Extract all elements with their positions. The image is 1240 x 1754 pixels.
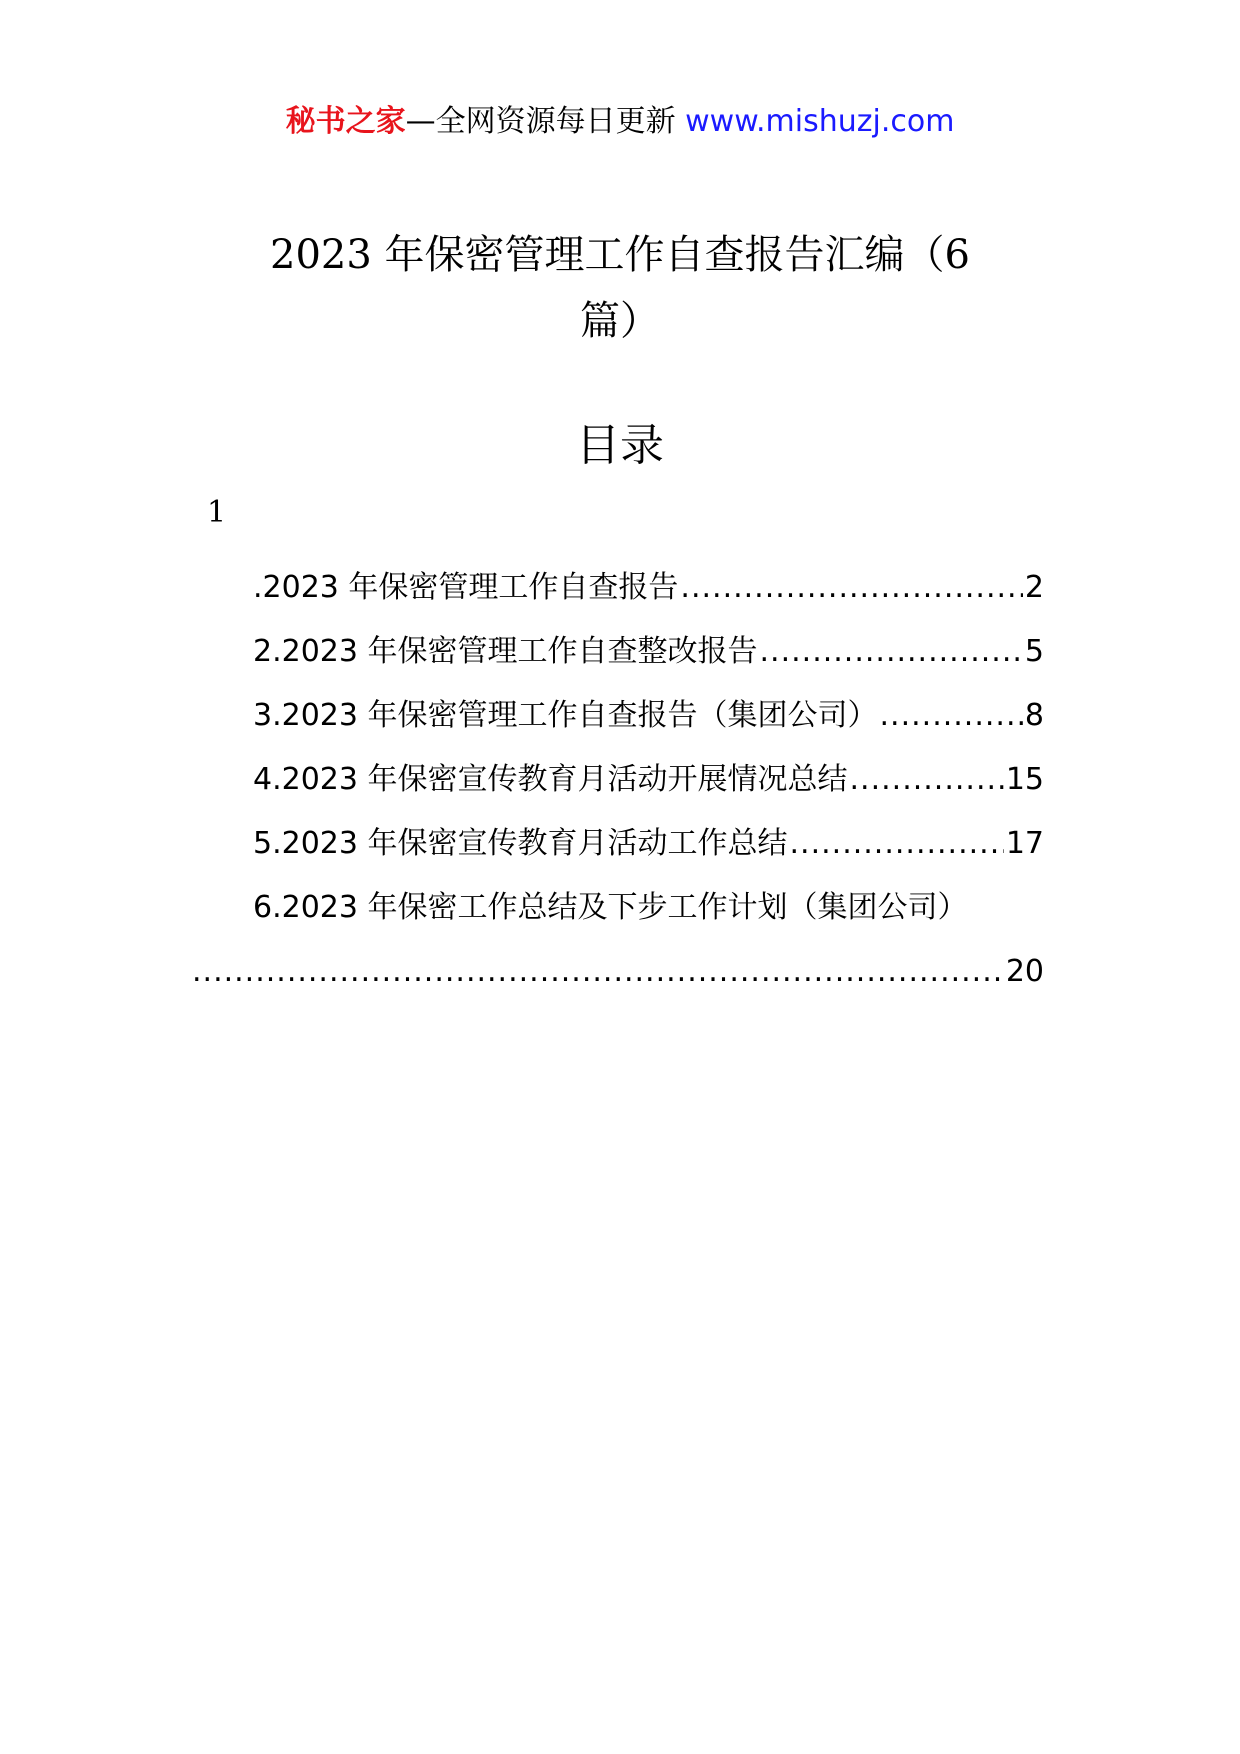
document-title bbox=[230, 222, 1010, 354]
header-tagline: —全网资源每日更新 bbox=[405, 104, 676, 139]
site-header bbox=[0, 102, 1240, 142]
toc-entry-title: 2.2023 年保密管理工作自查整改报告 bbox=[253, 634, 758, 669]
document-title-line-1: 2023 年保密管理工作自查报告汇编（6 bbox=[270, 232, 970, 278]
site-url-link[interactable]: www.mishuzj.com bbox=[685, 104, 955, 139]
toc-leader-dots bbox=[680, 556, 1022, 620]
toc-leader-dots bbox=[850, 748, 1004, 812]
toc-leader-dots bbox=[192, 940, 1004, 1004]
toc-entry-title: 5.2023 年保密宣传教育月活动工作总结 bbox=[253, 826, 788, 861]
toc-entry[interactable] bbox=[190, 684, 1044, 748]
toc-entry-page: 5 bbox=[1024, 634, 1044, 669]
toc-entry-page: 17 bbox=[1005, 826, 1044, 861]
toc-entry[interactable] bbox=[190, 876, 1044, 1004]
document-title-line-2: 篇） bbox=[580, 298, 660, 344]
toc-entry[interactable] bbox=[190, 620, 1044, 684]
toc-entry-title: 6.2023 年保密工作总结及下步工作计划（集团公司） bbox=[253, 890, 968, 925]
toc-leader-dots bbox=[790, 812, 1004, 876]
toc-entry[interactable] bbox=[190, 748, 1044, 812]
toc-stray-number: 1 bbox=[207, 495, 227, 530]
toc-entry-page: 15 bbox=[1005, 762, 1044, 797]
toc-entry-page: 8 bbox=[1024, 698, 1044, 733]
table-of-contents bbox=[190, 556, 1044, 1004]
toc-entry-page: 20 bbox=[1005, 954, 1044, 989]
toc-leader-dots bbox=[760, 620, 1023, 684]
toc-entry-title: .2023 年保密管理工作自查报告 bbox=[253, 570, 679, 605]
toc-leader-dots bbox=[880, 684, 1023, 748]
toc-entry-title: 3.2023 年保密管理工作自查报告（集团公司） bbox=[253, 698, 878, 733]
toc-entry[interactable] bbox=[190, 556, 1044, 620]
toc-entry-page: 2 bbox=[1024, 570, 1044, 605]
toc-heading: 目录 bbox=[576, 420, 664, 471]
toc-entry-title: 4.2023 年保密宣传教育月活动开展情况总结 bbox=[253, 762, 848, 797]
toc-entry[interactable] bbox=[190, 812, 1044, 876]
brand-name: 秘书之家 bbox=[285, 104, 406, 139]
